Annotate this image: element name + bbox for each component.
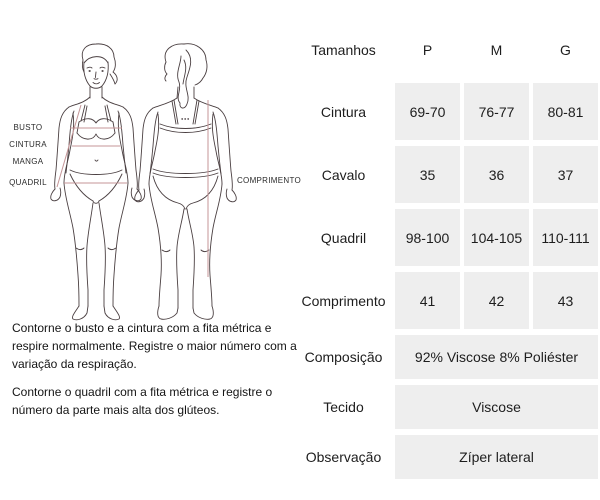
manga-label: MANGA xyxy=(12,157,44,166)
measuring-instructions xyxy=(12,319,301,429)
figure-front-outline xyxy=(51,44,142,320)
size-column-g: G xyxy=(560,42,571,58)
cell-observacao: Zíper lateral xyxy=(395,435,598,479)
cintura-label: CINTURA xyxy=(9,140,47,149)
cell-cavalo-p: 35 xyxy=(395,146,460,203)
quadril-label: QUADRIL xyxy=(9,178,47,187)
size-table xyxy=(296,35,598,485)
table-row-cavalo xyxy=(296,146,598,203)
row-label: Quadril xyxy=(320,229,367,246)
table-row-tecido xyxy=(296,385,598,429)
size-column-m: M xyxy=(490,42,503,58)
cell-quadril-p: 98-100 xyxy=(395,209,460,266)
table-row-composicao xyxy=(296,335,598,379)
instruction-paragraph-hip: Contorne o quadril com a fita métrica e registre o número da parte mais alta dos glúteos. xyxy=(12,385,273,417)
instruction-paragraph-bust-waist: Contorne o busto e a cintura com a fita métrica e respire normalmente. Registre o maior número com a variação da respiração. xyxy=(12,321,297,371)
cell-tecido: Viscose xyxy=(395,385,598,429)
row-label: Tecido xyxy=(323,399,364,415)
cell-composicao: 92% Viscose 8% Poliéster xyxy=(395,335,598,379)
cell-cintura-g: 80-81 xyxy=(533,83,598,140)
cell-quadril-m: 104-105 xyxy=(464,209,529,266)
row-label: Composição xyxy=(304,349,383,365)
table-row-comprimento xyxy=(296,272,598,329)
size-column-p: P xyxy=(422,42,433,58)
cell-cintura-p: 69-70 xyxy=(395,83,460,140)
cell-comprimento-g: 43 xyxy=(533,272,598,329)
cell-cavalo-m: 36 xyxy=(464,146,529,203)
row-label: Comprimento xyxy=(301,292,386,309)
table-row-observacao xyxy=(296,435,598,479)
figure-back-outline xyxy=(135,44,237,320)
cell-comprimento-p: 41 xyxy=(395,272,460,329)
cell-quadril-g: 110-111 xyxy=(533,209,598,266)
table-row-cintura xyxy=(296,83,598,140)
table-header-row xyxy=(296,35,598,65)
cell-comprimento-m: 42 xyxy=(464,272,529,329)
busto-label: BUSTO xyxy=(13,123,43,132)
cell-cavalo-g: 37 xyxy=(533,146,598,203)
table-row-quadril xyxy=(296,209,598,266)
comprimento-label: COMPRIMENTO xyxy=(236,176,302,185)
cell-cintura-m: 76-77 xyxy=(464,83,529,140)
table-header-label: Tamanhos xyxy=(311,42,376,58)
row-label: Cavalo xyxy=(321,166,366,183)
row-label: Cintura xyxy=(320,103,367,120)
row-label: Observação xyxy=(305,449,382,465)
